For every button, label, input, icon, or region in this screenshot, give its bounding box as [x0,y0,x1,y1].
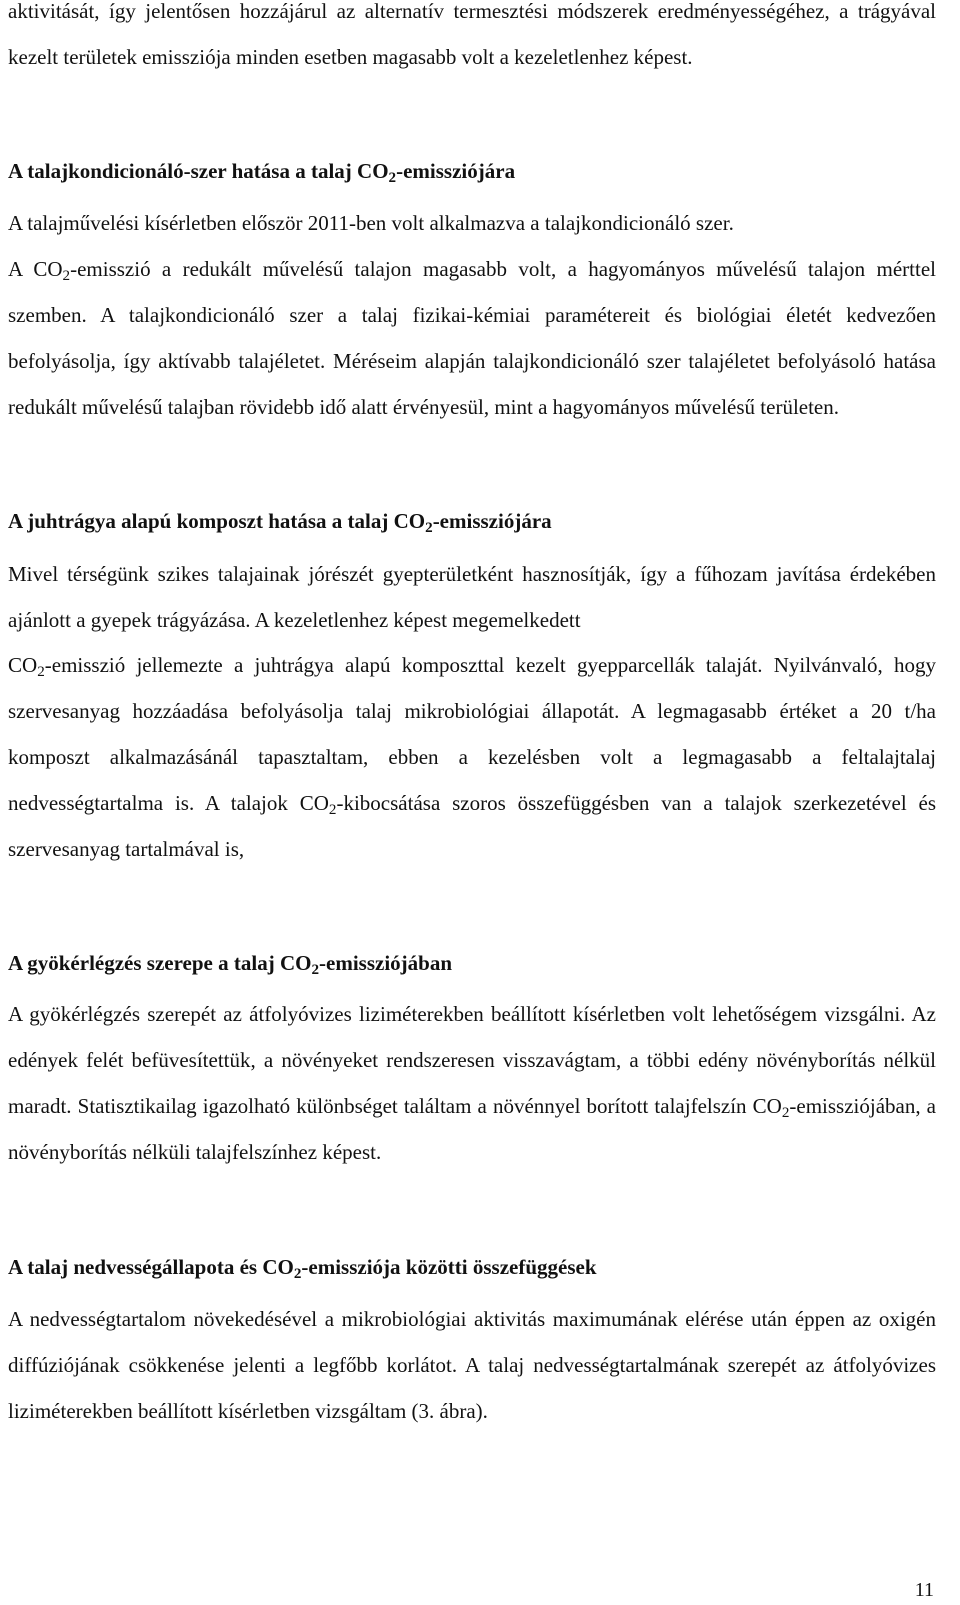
page-number: 11 [914,1579,934,1601]
section-heading-soil-moisture: A talaj nedvességállapota és $CO_2$-emissziója közötti összefüggések [8,1255,597,1282]
paragraph-soil-moisture: A nedvességtartalom növekedésével a mikrobiológiai aktivitás maximumának elérése után éppen az oxigén diffúziójának csökkenése jelenti a legfőbb korlátot. A talaj nedvességtartalmának szerepét az átfolyóvizes liziméterekben beállított kísérletben vizsgáltam (3. ábra). [8,1307,936,1423]
paragraph-compost-body: $CO_2$-emisszió jellemezte a juhtrágya alapú komposzttal kezelt gyepparcellák talaját. Nyilvánvaló, hogy szervesanyag hozzáadása befolyásolja talaj mikrobiológiai állapotát. A legmagasabb értéket a 20 t/ha komposzt alkalmazásánál tapasztaltam, ebben a kezelésben volt a legmagasabb a feltalajtalaj nedvességtartalma is. A talajok $CO_2$-kibocsátása szoros összefüggésben van a talajok szerkezetével és szervesanyag tartalmával is, [8,653,936,861]
section-heading-root-respiration: A gyökérlégzés szerepe a talaj $CO_2$-emissziójában [8,951,453,978]
paragraph-root-respiration: A gyökérlégzés szerepét az átfolyóvizes liziméterekben beállított kísérletben volt lehetőségem vizsgálni. Az edények felét befüvesítettük, a növényeket rendszeresen visszavágtam, a többi edény növényborítás nélkül maradt. Statisztikailag igazolható különbséget találtam a növénnyel borított talajfelszín $CO_2$-emissziójában, a növényborítás nélküli talajfelszínhez képest. [8,1002,936,1164]
paragraph-compost-intro: Mivel térségünk szikes talajainak jórészét gyepterületként hasznosítják, így a fűhozam javítása érdekében ajánlott a gyepek trágyázása. A kezeletlenhez képest megemelkedett [8,562,936,632]
intro-paragraph: aktivitását, így jelentősen hozzájárul az alternatív termesztési módszerek eredményességéhez, a trágyával kezelt területek emissziója minden esetben magasabb volt a kezeletlenhez képest. [8,0,936,69]
section-heading-soil-conditioner: A talajkondicionáló-szer hatása a talaj $CO_2$-emissziójára [8,159,516,186]
paragraph-soil-conditioner-intro: A talajművelési kísérletben először 2011-ben volt alkalmazva a talajkondicionáló szer. [8,211,734,235]
section-heading-compost: A juhtrágya alapú komposzt hatása a talaj $CO_2$-emissziójára [8,509,552,536]
paragraph-soil-conditioner-body: A $CO_2$-emisszió a redukált művelésű talajon magasabb volt, a hagyományos művelésű talajon mérttel szemben. A talajkondicionáló szer a talaj fizikai-kémiai paramétereit és biológiai életét kedvezően befolyásolja, így aktívabb talajéletet. Méréseim alapján talajkondicionáló szer talajéletet befolyásoló hatása redukált művelésű talajban rövidebb idő alatt érvényesül, mint a hagyományos művelésű területen. [8,257,936,419]
